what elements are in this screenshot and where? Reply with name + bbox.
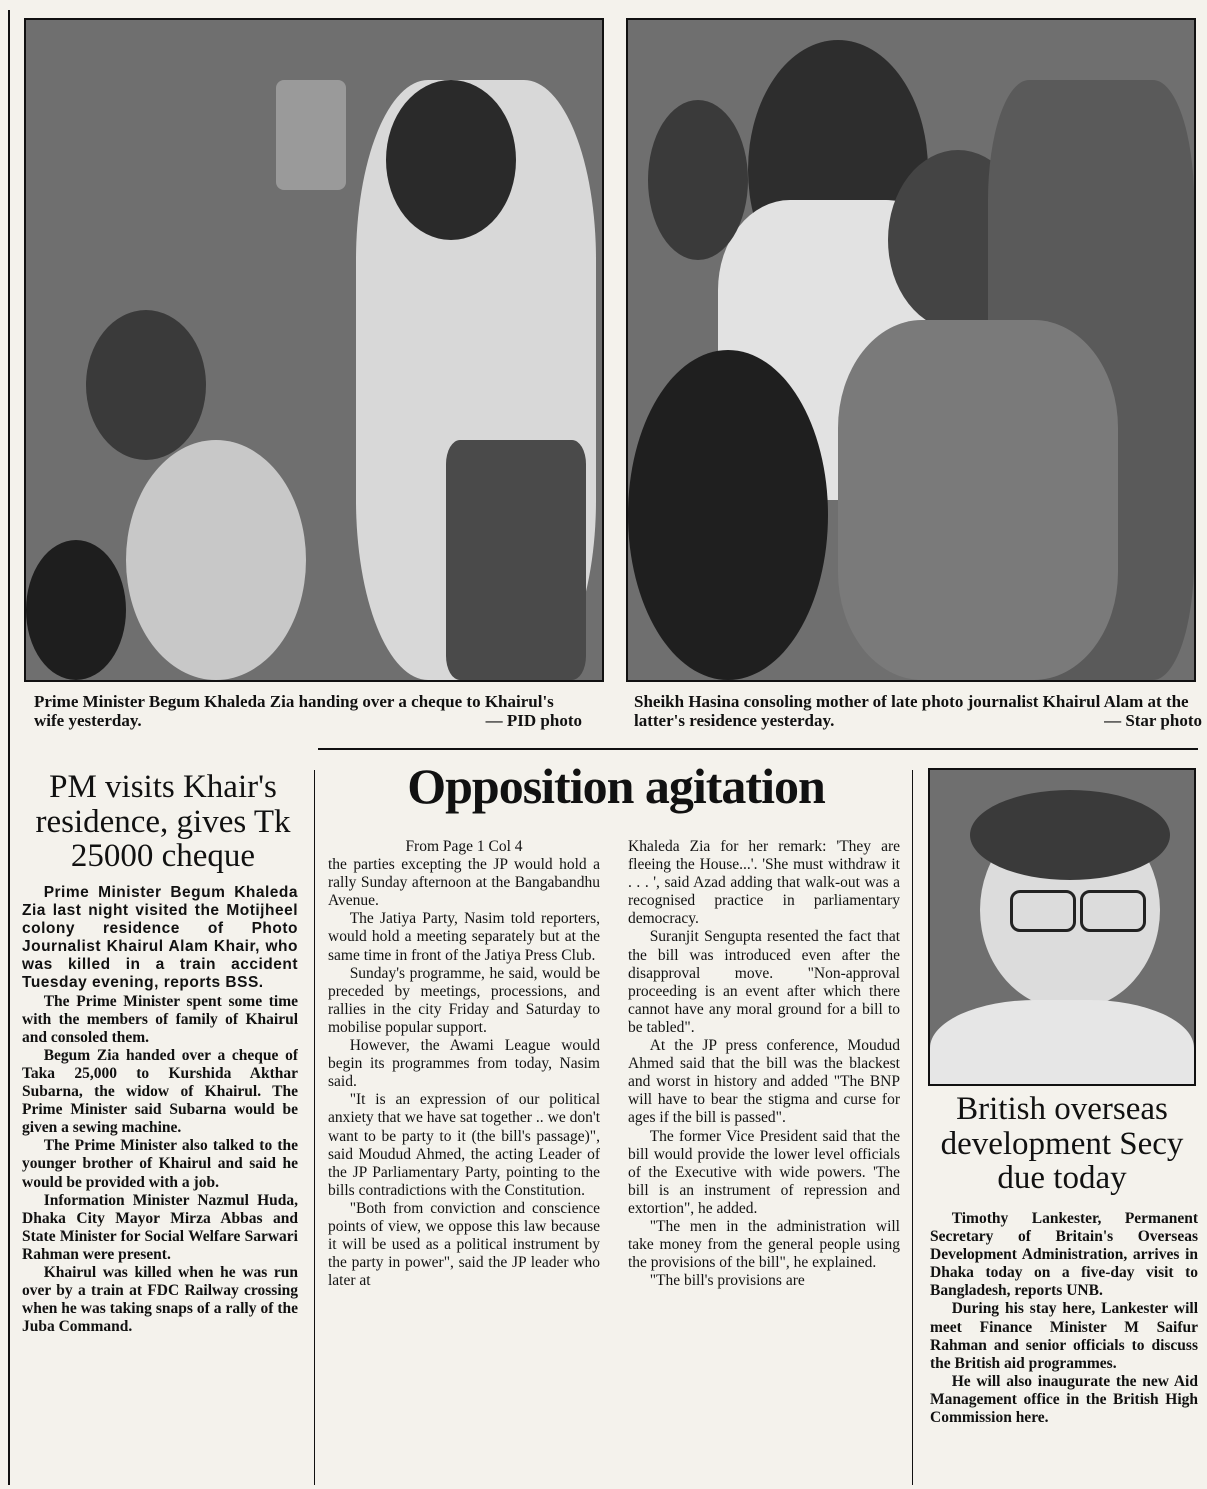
story1-para-6: Khairul was killed when he was run over by a train at FDC Railway crossing when he was taking snaps of a rally of the Juba Command. xyxy=(22,1263,298,1336)
story3-body xyxy=(930,1210,1198,1485)
story2-col2-para-3: At the JP press conference, Moudud Ahmed said that the bill was the blackest and worst in history and added "The BNP will have to bear the stigma and curse for ages if the bill is passed". xyxy=(628,1037,900,1127)
caption-left-text: Prime Minister Begum Khaleda Zia handing over a cheque to Khairul's wife yesterday. xyxy=(34,692,554,730)
photo-caption-right xyxy=(634,692,1202,730)
photo-sheikh-hasina-consoling xyxy=(626,18,1196,682)
caption-right-text: Sheikh Hasina consoling mother of late photo journalist Khairul Alam at the latter's residence yesterday. xyxy=(634,692,1189,730)
story3-headline: British overseas development Secy due today xyxy=(940,1091,1184,1197)
story2-col1-para-3: Sunday's programme, he said, would be preceded by meetings, processions, and rallies in the city Friday and Saturday to mobilise popular support. xyxy=(328,964,600,1036)
story1-para-4: The Prime Minister also talked to the younger brother of Khairul and said he would be provided with a job. xyxy=(22,1137,298,1191)
story2-col2 xyxy=(628,838,900,1486)
top-story-rule xyxy=(318,748,1198,750)
story1-para-2: The Prime Minister spent some time with the members of family of Khairul and consoled them. xyxy=(22,992,298,1046)
story2-col2-para-1: Khaleda Zia for her remark: 'They are fleeing the House...'. 'She must withdraw it . . . ', said Azad adding that walk-out was a recognised practice in parliamentary democracy. xyxy=(628,838,900,928)
page-left-rule xyxy=(8,10,10,1485)
caption-left-credit: — PID photo xyxy=(485,711,582,730)
story1-para-3: Begum Zia handed over a cheque of Taka 25,000 to Kurshida Akthar Subarna, the widow of Khairul. The Prime Minister said Subarna would be given a sewing machine. xyxy=(22,1046,298,1137)
story2-col1 xyxy=(328,838,600,1486)
story2-headline: Opposition agitation xyxy=(407,758,825,814)
story2-col2-para-2: Suranjit Sengupta resented the fact that the bill was introduced even after the disapproval move. "Non-approval proceeding is an event after which there cannot have any moral ground for a bill to be tabled". xyxy=(628,928,900,1036)
story2-col1-para-6: "Both from conviction and conscience points of view, we oppose this law because it will be used as a political instrument by the party in power", said the JP leader who later at xyxy=(328,1199,600,1290)
story2-col1-para-1: the parties excepting the JP would hold a rally Sunday afternoon at the Bangabandhu Avenue. xyxy=(328,856,600,910)
caption-right-credit: — Star photo xyxy=(1104,711,1202,730)
story2-col2-para-5: "The men in the administration will take money from the general people using the provisions of the bill", he explained. xyxy=(628,1217,900,1272)
story3-para-2: During his stay here, Lankester will meet Finance Minister M Saifur Rahman and senior officials to discuss the British aid programmes. xyxy=(930,1300,1198,1372)
story1-headline: PM visits Khair's residence, gives Tk 25000 cheque xyxy=(35,769,291,875)
column-rule-right xyxy=(912,770,913,1485)
story1-body xyxy=(22,884,298,1484)
story2-col1-para-4: However, the Awami League would begin its programmes from today, Nasim said. xyxy=(328,1037,600,1091)
story3-para-1: Timothy Lankester, Permanent Secretary of Britain's Overseas Development Administration, arrives in Dhaka today on a five-day visit to Bangladesh, reports UNB. xyxy=(930,1210,1198,1300)
story2-col2-para-4: The former Vice President said that the bill would provide the lower level officials of the Executive with wide powers. 'The bill is an instrument of repression and extortion", he added. xyxy=(628,1127,900,1217)
story1-para-1: Prime Minister Begum Khaleda Zia last night visited the Motijheel colony residence of Photo Journalist Khairul Alam Khair, who was killed in a train accident Tuesday evening, reports BSS. xyxy=(22,884,298,992)
photo-khaleda-zia-cheque xyxy=(24,18,604,682)
story2-jump: From Page 1 Col 4 xyxy=(405,838,523,855)
column-rule-left xyxy=(314,770,315,1485)
photo-caption-left xyxy=(34,692,582,730)
story2-col1-para-2: The Jatiya Party, Nasim told reporters, would hold a meeting separately but at the same time in front of the Jatiya Press Club. xyxy=(328,910,600,964)
story1-para-5: Information Minister Nazmul Huda, Dhaka City Mayor Mirza Abbas and State Minister for Social Welfare Sarwari Rahman were present. xyxy=(22,1191,298,1263)
photo-timothy-lankester-portrait xyxy=(928,768,1196,1086)
story2-col2-para-6: "The bill's provisions are xyxy=(649,1272,805,1290)
story3-para-3: He will also inaugurate the new Aid Management office in the British High Commission here. xyxy=(930,1372,1198,1427)
story2-col1-para-5: "It is an expression of our political anxiety that we have sat together .. we don't want to be party to it (the bill's passage)", said Moudud Ahmed, the acting Leader of the JP Parliamentary Party, pointing to the bills contradictions with the Constitution. xyxy=(328,1091,600,1199)
